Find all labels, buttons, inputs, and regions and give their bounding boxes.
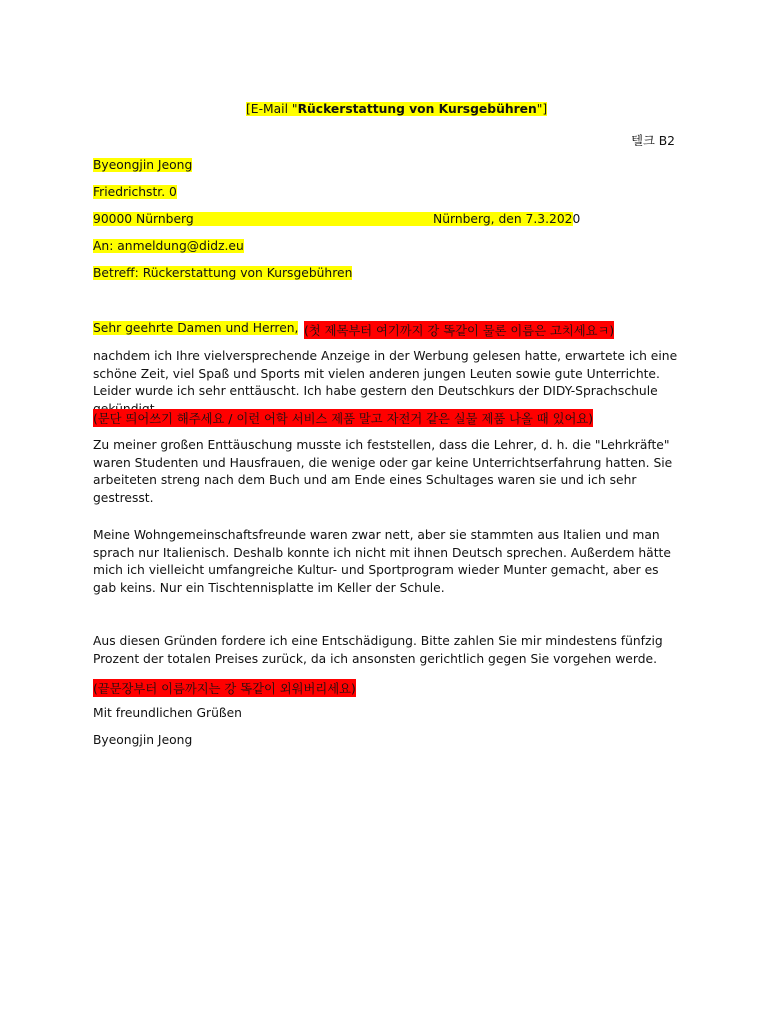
paragraph-3: Meine Wohngemeinschaftsfreunde waren zwar nett, aber sie stammten aus Italien und man sprach nur Italienisch. Deshalb konnte ich nicht mit ihnen Deutsch sprechen. Außerdem hätte mich ich vielleicht umfangreiche Kultur- und Sportprogram wieder Munter gemacht, aber es gab keins. Nur ein Tischtennisplatte im Keller der Schule. [93, 528, 671, 595]
sender-city: 90000 Nürnberg [93, 212, 194, 226]
title-suffix: "] [536, 102, 548, 116]
paragraph-4: Aus diesen Gründen fordere ich eine Entschädigung. Bitte zahlen Sie mir mindestens fünfzig Prozent der totalen Preises zurück, da ich ansonsten gerichtlich gegen Sie vorgehen werde. [93, 634, 663, 666]
sender-name: Byeongjin Jeong [93, 158, 193, 172]
note-2: (문단 띄어쓰기 해주세요 / 이런 어학 서비스 제품 말고 자전거 같은 실물 제품 나올 때 있어요) [93, 409, 593, 427]
sender-city-date-line [93, 212, 581, 226]
paragraph-2: Zu meiner großen Enttäuschung musste ich feststellen, dass die Lehrer, d. h. die "Lehrkräfte" waren Studenten und Hausfrauen, die wenige oder gar keine Unterrichtserfahrung hatten. Sie arbeiteten streng nach dem Buch und am Ende eines Schultages waren sie und ich sehr gestresst. [93, 438, 673, 505]
subject-line: Betreff: Rückerstattung von Kursgebühren [93, 266, 353, 280]
paragraph-1: nachdem ich Ihre vielversprechende Anzeige in der Werbung gelesen hatte, erwartete ich eine schöne Zeit, viel Spaß und Sports mit vielen anderen jungen Leuten sowie gute Unterrichte. Leider wurde ich sehr enttäuscht. Ich habe gestern den Deutschkurs der DIDY-Sprachschule [93, 349, 678, 398]
level-label: 텔크 B2 [631, 134, 675, 148]
document-title [246, 102, 547, 116]
recipient-line: An: anmeldung@didz.eu [93, 239, 244, 253]
signature: Byeongjin Jeong [93, 733, 193, 747]
title-prefix: [E-Mail " [246, 102, 298, 116]
note-1: (첫 제목부터 여기까지 강 똑같이 물론 이름은 고치세요ㅋ) [304, 321, 614, 339]
salutation: Sehr geehrte Damen und Herren, [93, 321, 299, 335]
closing-line: Mit freundlichen Grüßen [93, 706, 242, 720]
title-bold: Rückerstattung von Kursgebühren [297, 102, 537, 116]
note-3: (끝문장부터 이름까지는 강 똑같이 외워버리세요) [93, 679, 356, 697]
sender-street: Friedrichstr. 0 [93, 185, 177, 199]
place-date: Nürnberg, den 7.3.2020 [433, 212, 581, 226]
